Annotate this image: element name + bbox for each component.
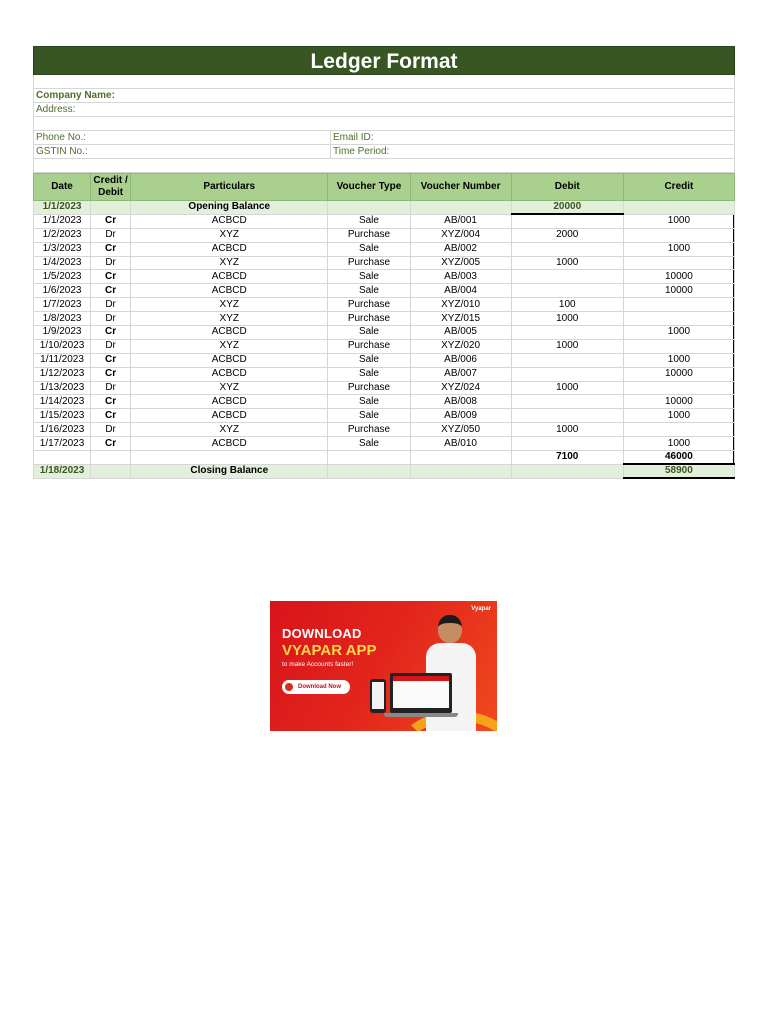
gstin-label: GSTIN No.: [36, 146, 88, 157]
ledger-row [34, 270, 735, 284]
row-particulars: ACBCD [131, 367, 328, 381]
row-voucher-type: Purchase [328, 339, 410, 353]
row-credit-debit: Dr [91, 228, 131, 242]
row-voucher-type: Sale [328, 409, 410, 423]
row-credit [623, 312, 734, 326]
email-label: Email ID: [330, 131, 734, 144]
row-voucher-type: Sale [328, 353, 410, 367]
row-credit-debit: Cr [91, 284, 131, 298]
row-credit-debit: Cr [91, 409, 131, 423]
ledger-row [34, 326, 735, 340]
row-debit: 1000 [511, 423, 623, 437]
ledger-row [34, 284, 735, 298]
row-particulars: ACBCD [131, 353, 328, 367]
vyapar-logo: Vyapar [471, 606, 491, 612]
row-voucher-number: AB/001 [410, 214, 511, 228]
row-date: 1/11/2023 [34, 353, 91, 367]
row-voucher-number: XYZ/020 [410, 339, 511, 353]
closing-debit [511, 464, 623, 478]
ledger-row [34, 242, 735, 256]
address-row [33, 103, 735, 117]
row-credit-debit: Dr [91, 298, 131, 312]
laptop-illustration [390, 673, 452, 713]
ledger-row [34, 367, 735, 381]
row-credit [623, 298, 734, 312]
time-period-label: Time Period: [330, 145, 734, 158]
phone-illustration [370, 679, 386, 713]
row-debit [511, 326, 623, 340]
row-debit [511, 409, 623, 423]
row-credit: 10000 [623, 395, 734, 409]
ledger-table [33, 173, 735, 479]
row-credit: 10000 [623, 367, 734, 381]
row-date: 1/14/2023 [34, 395, 91, 409]
row-debit [511, 395, 623, 409]
opening-type [328, 201, 410, 215]
row-voucher-type: Sale [328, 284, 410, 298]
row-date: 1/5/2023 [34, 270, 91, 284]
totals-empty-cell [34, 451, 91, 465]
row-particulars: XYZ [131, 256, 328, 270]
ledger-row [34, 228, 735, 242]
opening-voucher [410, 201, 511, 215]
row-voucher-type: Sale [328, 270, 410, 284]
row-credit-debit: Cr [91, 437, 131, 451]
sheet-title: Ledger Format [33, 46, 735, 75]
ledger-row [34, 395, 735, 409]
row-credit [623, 228, 734, 242]
row-credit: 1000 [623, 353, 734, 367]
col-header-voucher-type: Voucher Type [328, 174, 410, 201]
col-header-credit-debit [91, 174, 131, 201]
totals-empty-cell [410, 451, 511, 465]
row-date: 1/6/2023 [34, 284, 91, 298]
row-voucher-number: XYZ/010 [410, 298, 511, 312]
row-particulars: XYZ [131, 298, 328, 312]
row-credit-debit: Cr [91, 353, 131, 367]
closing-credit: 58900 [623, 464, 734, 478]
row-voucher-type: Sale [328, 242, 410, 256]
row-voucher-type: Sale [328, 367, 410, 381]
row-date: 1/16/2023 [34, 423, 91, 437]
row-credit: 10000 [623, 270, 734, 284]
ledger-row [34, 409, 735, 423]
row-particulars: ACBCD [131, 326, 328, 340]
opening-label: Opening Balance [131, 201, 328, 215]
row-debit [511, 353, 623, 367]
download-icon [285, 683, 293, 691]
row-date: 1/17/2023 [34, 437, 91, 451]
row-particulars: ACBCD [131, 214, 328, 228]
row-credit-debit: Cr [91, 242, 131, 256]
row-date: 1/15/2023 [34, 409, 91, 423]
opening-debit: 20000 [511, 201, 623, 215]
row-voucher-number: AB/002 [410, 242, 511, 256]
ledger-row [34, 298, 735, 312]
ledger-row [34, 381, 735, 395]
company-row [33, 89, 735, 103]
credit-debit-header-text: Credit / Debit [93, 175, 128, 198]
ledger-sheet [33, 46, 735, 479]
row-debit [511, 242, 623, 256]
row-credit: 1000 [623, 437, 734, 451]
blank-row [33, 75, 735, 89]
row-particulars: ACBCD [131, 437, 328, 451]
total-credit: 46000 [623, 451, 734, 465]
row-voucher-number: XYZ/015 [410, 312, 511, 326]
row-voucher-type: Purchase [328, 381, 410, 395]
closing-cd [91, 464, 131, 478]
row-date: 1/4/2023 [34, 256, 91, 270]
row-particulars: XYZ [131, 312, 328, 326]
col-header-date: Date [34, 174, 91, 201]
row-credit-debit: Cr [91, 214, 131, 228]
ledger-row [34, 256, 735, 270]
row-credit-debit: Cr [91, 367, 131, 381]
row-voucher-number: AB/004 [410, 284, 511, 298]
row-credit-debit: Cr [91, 395, 131, 409]
row-particulars: XYZ [131, 339, 328, 353]
row-debit: 1000 [511, 312, 623, 326]
row-voucher-type: Purchase [328, 312, 410, 326]
ledger-row [34, 353, 735, 367]
row-particulars: ACBCD [131, 270, 328, 284]
download-now-label: Download Now [298, 684, 341, 690]
col-header-voucher-number: Voucher Number [410, 174, 511, 201]
person-head [438, 615, 462, 643]
row-debit [511, 284, 623, 298]
ledger-row [34, 312, 735, 326]
ledger-row [34, 339, 735, 353]
row-voucher-type: Sale [328, 326, 410, 340]
row-debit [511, 270, 623, 284]
row-debit: 1000 [511, 381, 623, 395]
row-date: 1/8/2023 [34, 312, 91, 326]
row-debit: 1000 [511, 256, 623, 270]
row-particulars: XYZ [131, 423, 328, 437]
address-label: Address: [36, 104, 76, 115]
opening-date: 1/1/2023 [34, 201, 91, 215]
row-debit [511, 367, 623, 381]
row-debit: 2000 [511, 228, 623, 242]
download-app-banner[interactable] [270, 601, 497, 731]
row-voucher-number: AB/007 [410, 367, 511, 381]
company-name-label: Company Name: [36, 90, 115, 101]
row-debit: 1000 [511, 339, 623, 353]
totals-empty-cell [328, 451, 410, 465]
phone-email-row [33, 131, 735, 145]
opening-cd [91, 201, 131, 215]
row-voucher-type: Sale [328, 437, 410, 451]
totals-empty-cell [91, 451, 131, 465]
row-credit: 1000 [623, 326, 734, 340]
row-date: 1/7/2023 [34, 298, 91, 312]
row-particulars: ACBCD [131, 395, 328, 409]
row-credit: 1000 [623, 214, 734, 228]
row-date: 1/3/2023 [34, 242, 91, 256]
closing-balance-row [34, 464, 735, 478]
closing-label: Closing Balance [131, 464, 328, 478]
row-credit-debit: Dr [91, 381, 131, 395]
row-voucher-number: AB/006 [410, 353, 511, 367]
row-date: 1/10/2023 [34, 339, 91, 353]
opening-balance-row [34, 201, 735, 215]
row-voucher-type: Purchase [328, 298, 410, 312]
row-voucher-type: Sale [328, 395, 410, 409]
row-voucher-type: Purchase [328, 228, 410, 242]
row-particulars: XYZ [131, 228, 328, 242]
row-voucher-number: XYZ/005 [410, 256, 511, 270]
row-credit [623, 381, 734, 395]
closing-voucher [410, 464, 511, 478]
phone-label: Phone No.: [36, 132, 87, 143]
row-voucher-number: XYZ/004 [410, 228, 511, 242]
row-date: 1/1/2023 [34, 214, 91, 228]
download-now-button[interactable] [282, 680, 350, 694]
row-debit: 100 [511, 298, 623, 312]
row-credit-debit: Dr [91, 339, 131, 353]
row-credit [623, 339, 734, 353]
row-particulars: ACBCD [131, 242, 328, 256]
row-credit-debit: Cr [91, 326, 131, 340]
row-voucher-number: XYZ/050 [410, 423, 511, 437]
banner-tagline: to make Accounts faster! [282, 661, 354, 668]
header-row [34, 174, 735, 201]
row-date: 1/2/2023 [34, 228, 91, 242]
blank-row [33, 117, 735, 131]
col-header-debit: Debit [511, 174, 623, 201]
row-credit-debit: Dr [91, 423, 131, 437]
row-voucher-number: AB/008 [410, 395, 511, 409]
row-debit [511, 437, 623, 451]
col-header-particulars: Particulars [131, 174, 328, 201]
col-header-credit: Credit [623, 174, 734, 201]
closing-date: 1/18/2023 [34, 464, 91, 478]
ledger-row [34, 214, 735, 228]
closing-type [328, 464, 410, 478]
row-debit [511, 214, 623, 228]
gstin-period-row [33, 145, 735, 159]
row-date: 1/13/2023 [34, 381, 91, 395]
row-voucher-number: AB/003 [410, 270, 511, 284]
row-credit-debit: Dr [91, 312, 131, 326]
row-credit [623, 423, 734, 437]
row-voucher-type: Sale [328, 214, 410, 228]
row-date: 1/9/2023 [34, 326, 91, 340]
row-credit [623, 256, 734, 270]
row-voucher-type: Purchase [328, 256, 410, 270]
row-credit-debit: Cr [91, 270, 131, 284]
ledger-row [34, 423, 735, 437]
ledger-table-wrap [33, 173, 735, 479]
row-credit: 10000 [623, 284, 734, 298]
blank-row [33, 159, 735, 173]
row-voucher-number: AB/009 [410, 409, 511, 423]
row-particulars: XYZ [131, 381, 328, 395]
totals-row [34, 451, 735, 465]
row-date: 1/12/2023 [34, 367, 91, 381]
row-voucher-number: AB/005 [410, 326, 511, 340]
totals-empty-cell [131, 451, 328, 465]
row-credit: 1000 [623, 409, 734, 423]
row-voucher-number: XYZ/024 [410, 381, 511, 395]
row-particulars: ACBCD [131, 284, 328, 298]
row-credit: 1000 [623, 242, 734, 256]
total-debit: 7100 [511, 451, 623, 465]
banner-line-download: DOWNLOAD [282, 626, 362, 641]
row-particulars: ACBCD [131, 409, 328, 423]
row-voucher-number: AB/010 [410, 437, 511, 451]
row-voucher-type: Purchase [328, 423, 410, 437]
banner-line-app: VYAPAR APP [282, 642, 377, 659]
row-credit-debit: Dr [91, 256, 131, 270]
ledger-row [34, 437, 735, 451]
opening-credit [623, 201, 734, 215]
